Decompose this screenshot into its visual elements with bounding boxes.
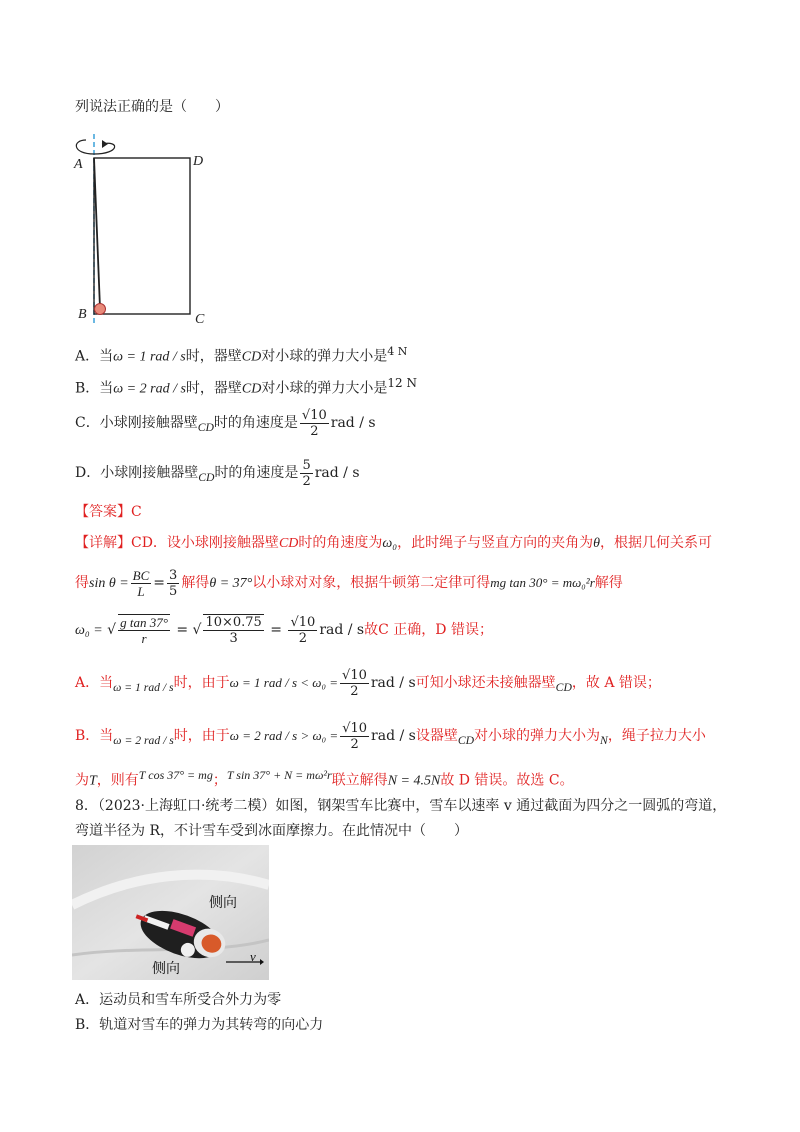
option-b: B．当ω = 2 rad / s时，器壁CD对小球的弹力大小是$^{12 N}$ bbox=[75, 376, 417, 397]
detail-line-3: ω₀ = √ $\frac{\text{g tan 37°}}{r}$ = √ $\frac{10\times 0.75}{3}$ = $\frac{√10}{2}$ rad / s故C 正确，D 错误； bbox=[75, 614, 493, 646]
photo-label-v: v bbox=[250, 949, 256, 964]
question-intro: 列说法正确的是（ ） bbox=[75, 99, 229, 115]
label-a: A bbox=[74, 157, 83, 172]
label-d: D bbox=[193, 154, 204, 169]
detail-line-6: 为T，则有$^{T cos 37^\circ = mg}$；$^{T sin 37^\circ + N = m\omega^2r}$联立解得N = 4.5N故 D 错误。故选 C。 bbox=[75, 768, 574, 789]
q8-option-a: A．运动员和雪车所受合外力为零 bbox=[75, 992, 282, 1008]
detail-line-2: 得sin θ = $\frac{BC}{L}$ = $\frac{3}{5}$ 解得θ = 37°以小球对对象，根据牛顿第二定律可得mg tan 30° = mω₀²r解得 bbox=[75, 567, 623, 599]
velocity-arrow-icon bbox=[224, 953, 264, 967]
detail-line-1: 【详解】CD．设小球刚接触器壁CD时的角速度为ω₀，此时绳子与竖直方向的夹角为θ，根据几何关系可 bbox=[75, 535, 713, 551]
photo-label-top: 侧向 bbox=[209, 895, 237, 911]
option-a: A．当ω = 1 rad / s时，器壁CD对小球的弹力大小是$^{4 N}$ bbox=[75, 345, 408, 365]
label-b: B bbox=[78, 307, 87, 322]
rotation-arrow-icon bbox=[76, 140, 114, 154]
container-wall bbox=[94, 158, 190, 314]
detail-line-4: A．当$_{\omega = 1 rad / s}$时，由于ω = 1 rad / s < ω₀ = $\frac{√10}{2}$ rad / s可知小球还未接触器壁$_{CD}$，故 A 错误； bbox=[75, 667, 661, 699]
option-d: D．小球刚接触器壁$_{CD}$时的角速度是 $\frac{5}{2}$ rad / s bbox=[75, 457, 360, 489]
answer-label: 【答案】C bbox=[75, 504, 142, 520]
q8-stem-line-1: 8．（2023·上海虹口·统考二模）如图，钢架雪车比赛中，雪车以速率 v 通过截面为四分之一圆弧的弯道， bbox=[75, 798, 727, 814]
string bbox=[94, 158, 100, 308]
option-c: C．小球刚接触器壁$_{CD}$时的角速度是 $\frac{√10}{2}$ rad / s bbox=[75, 407, 376, 439]
skeleton-sled-photo bbox=[72, 845, 269, 980]
q8-option-b: B．轨道对雪车的弹力为其转弯的向心力 bbox=[75, 1017, 324, 1033]
ball bbox=[95, 304, 106, 315]
label-c: C bbox=[195, 312, 205, 327]
q8-stem-line-2: 弯道半径为 R，不计雪车受到冰面摩擦力。在此情况中（ ） bbox=[75, 823, 468, 839]
container-diagram bbox=[72, 132, 212, 327]
photo-label-bottom: 侧向 bbox=[152, 961, 180, 977]
detail-line-5: B．当$_{\omega = 2 rad / s}$时，由于ω = 2 rad / s > ω₀ = $\frac{√10}{2}$ rad / s设器壁$_{CD}$对小球的弹力大小为$_N$，绳子拉力大小 bbox=[75, 720, 706, 752]
